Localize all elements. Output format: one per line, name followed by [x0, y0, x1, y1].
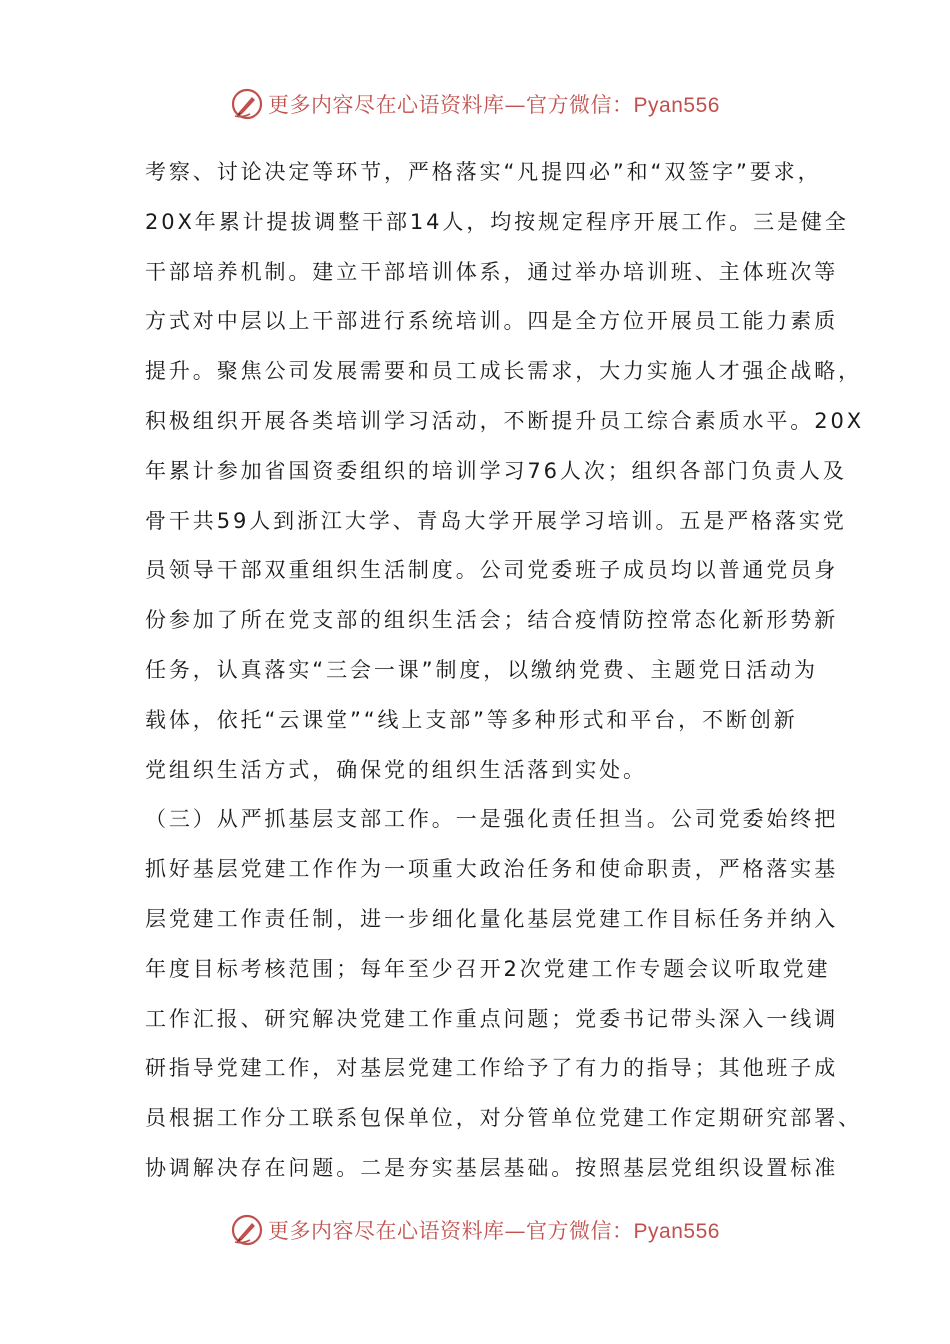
watermark-text-wechat-id: Pyan556 — [633, 94, 720, 117]
body-line: 考察、讨论决定等环节，严格落实“凡提四必”和“双签字”要求， — [145, 160, 822, 184]
body-line: 任务，认真落实“三会一课”制度，以缴纳党费、主题党日活动为 — [145, 657, 818, 682]
body-line: 研指导党建工作，对基层党建工作给予了有力的指导；其他班子成 — [145, 1056, 839, 1081]
watermark-text-wechat-id: Pyan556 — [633, 1220, 720, 1243]
watermark-text-cn: 更多内容尽在心语资料库—官方微信： — [268, 93, 634, 117]
watermark-text-cn: 更多内容尽在心语资料库—官方微信： — [268, 1219, 634, 1243]
pen-logo-icon — [230, 87, 264, 121]
body-line: 20X年累计提拔调整干部14人，均按规定程序开展工作。三是健全 — [145, 209, 849, 234]
body-line: 员根据工作分工联系包保单位，对分管单位党建工作定期研究部署、 — [145, 1106, 862, 1131]
body-line: 协调解决存在问题。二是夯实基层基础。按照基层党组织设置标准 — [145, 1155, 839, 1180]
body-line: 方式对中层以上干部进行系统培训。四是全方位开展员工能力素质 — [145, 309, 839, 334]
header-watermark — [0, 84, 950, 124]
body-line: 党组织生活方式，确保党的组织生活落到实处。 — [145, 757, 647, 782]
footer-watermark — [0, 1210, 950, 1250]
document-body — [145, 152, 865, 1198]
body-line: 骨干共59人到浙江大学、青岛大学开展学习培训。五是严格落实党 — [145, 508, 847, 533]
watermark-text — [268, 1215, 720, 1245]
body-line: 干部培养机制。建立干部培训体系，通过举办培训班、主体班次等 — [145, 259, 839, 284]
body-line: 积极组织开展各类培训学习活动，不断提升员工综合素质水平。20X — [145, 408, 865, 433]
body-line: 抓好基层党建工作作为一项重大政治任务和使命职责，严格落实基 — [145, 857, 839, 882]
watermark-text — [268, 89, 720, 119]
body-line: 年累计参加省国资委组织的培训学习76人次；组织各部门负责人及 — [145, 458, 847, 483]
body-line: 提升。聚焦公司发展需要和员工成长需求，大力实施人才强企战略， — [145, 359, 862, 384]
body-line: 层党建工作责任制，进一步细化量化基层党建工作目标任务并纳入 — [145, 906, 839, 931]
body-line: 工作汇报、研究解决党建工作重点问题；党委书记带头深入一线调 — [145, 1006, 839, 1031]
pen-logo-icon — [230, 1213, 264, 1247]
body-line: 员领导干部双重组织生活制度。公司党委班子成员均以普通党员身 — [145, 558, 839, 583]
section-heading-line: （三）从严抓基层支部工作。一是强化责任担当。公司党委始终把 — [145, 807, 839, 832]
body-line: 载体，依托“云课堂”“线上支部”等多种形式和平台，不断创新 — [145, 707, 798, 732]
body-line: 年度目标考核范围；每年至少召开2次党建工作专题会议听取党建 — [145, 956, 831, 981]
body-line: 份参加了所在党支部的组织生活会；结合疫情防控常态化新形势新 — [145, 608, 839, 633]
